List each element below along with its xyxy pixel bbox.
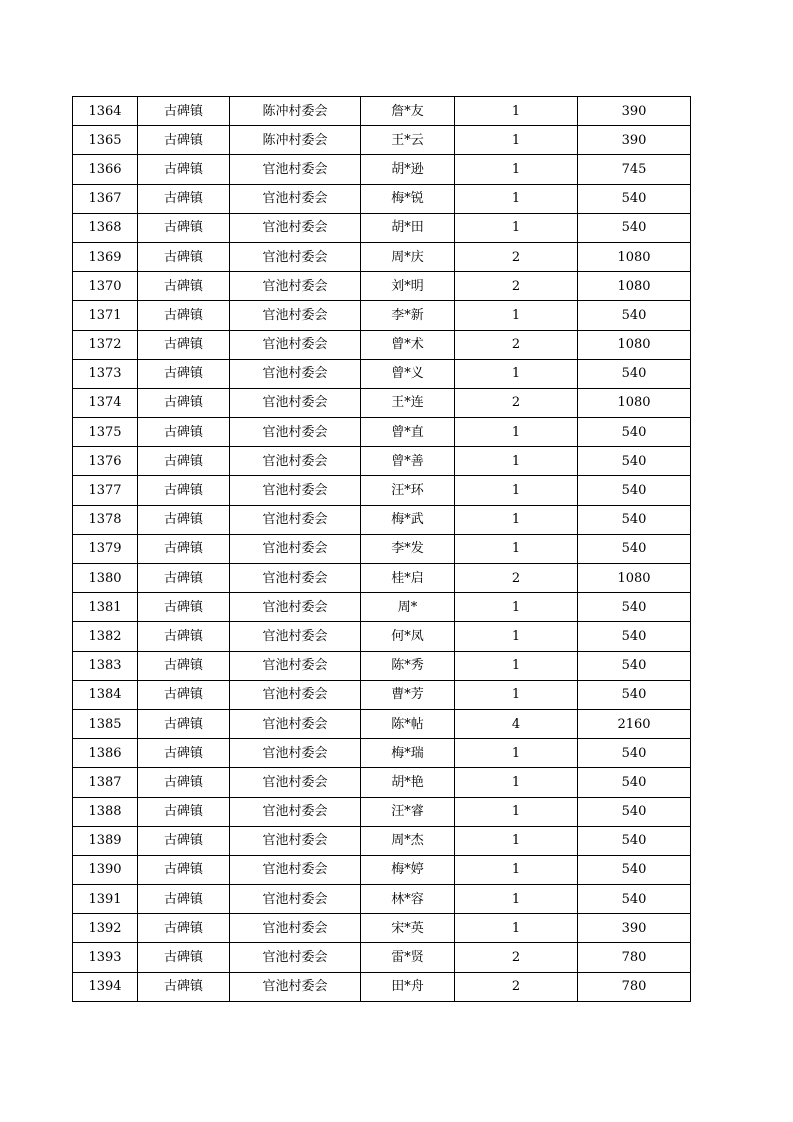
village-committee-cell: 官池村委会 [230,797,361,826]
row-number-cell: 1392 [73,914,138,943]
amount-cell: 540 [578,505,691,534]
village-committee-cell: 官池村委会 [230,680,361,709]
table-row [73,622,691,651]
town-cell: 古碑镇 [138,505,230,534]
table-body [73,97,691,1002]
amount-cell: 780 [578,943,691,972]
table-row [73,564,691,593]
row-number-cell: 1369 [73,242,138,271]
count-cell: 2 [455,272,578,301]
amount-cell: 540 [578,418,691,447]
count-cell: 2 [455,564,578,593]
table-row [73,972,691,1001]
name-cell: 梅*瑞 [361,739,455,768]
count-cell: 1 [455,534,578,563]
name-cell: 周*杰 [361,826,455,855]
village-committee-cell: 官池村委会 [230,330,361,359]
table-row [73,126,691,155]
name-cell: 雷*贤 [361,943,455,972]
count-cell: 1 [455,447,578,476]
count-cell: 2 [455,972,578,1001]
village-committee-cell: 官池村委会 [230,826,361,855]
name-cell: 汪*睿 [361,797,455,826]
row-number-cell: 1384 [73,680,138,709]
table-row [73,388,691,417]
town-cell: 古碑镇 [138,651,230,680]
table-row [73,593,691,622]
name-cell: 周* [361,593,455,622]
table-row [73,797,691,826]
amount-cell: 1080 [578,242,691,271]
amount-cell: 540 [578,534,691,563]
town-cell: 古碑镇 [138,914,230,943]
village-committee-cell: 官池村委会 [230,155,361,184]
table-row [73,330,691,359]
town-cell: 古碑镇 [138,534,230,563]
row-number-cell: 1391 [73,885,138,914]
village-committee-cell: 官池村委会 [230,213,361,242]
row-number-cell: 1366 [73,155,138,184]
town-cell: 古碑镇 [138,126,230,155]
amount-cell: 1080 [578,564,691,593]
village-committee-cell: 陈冲村委会 [230,126,361,155]
row-number-cell: 1374 [73,388,138,417]
town-cell: 古碑镇 [138,826,230,855]
table-row [73,301,691,330]
village-committee-cell: 官池村委会 [230,709,361,738]
name-cell: 梅*武 [361,505,455,534]
village-committee-cell: 官池村委会 [230,622,361,651]
name-cell: 梅*锐 [361,184,455,213]
amount-cell: 540 [578,855,691,884]
count-cell: 1 [455,213,578,242]
amount-cell: 540 [578,447,691,476]
count-cell: 1 [455,505,578,534]
village-committee-cell: 官池村委会 [230,914,361,943]
row-number-cell: 1389 [73,826,138,855]
row-number-cell: 1380 [73,564,138,593]
table-row [73,418,691,447]
name-cell: 汪*环 [361,476,455,505]
town-cell: 古碑镇 [138,97,230,126]
table-row [73,213,691,242]
name-cell: 李*新 [361,301,455,330]
village-committee-cell: 陈冲村委会 [230,97,361,126]
village-committee-cell: 官池村委会 [230,272,361,301]
amount-cell: 540 [578,359,691,388]
village-committee-cell: 官池村委会 [230,768,361,797]
count-cell: 1 [455,301,578,330]
count-cell: 2 [455,330,578,359]
name-cell: 曾*术 [361,330,455,359]
village-committee-cell: 官池村委会 [230,885,361,914]
row-number-cell: 1379 [73,534,138,563]
name-cell: 胡*田 [361,213,455,242]
amount-cell: 540 [578,826,691,855]
village-committee-cell: 官池村委会 [230,359,361,388]
row-number-cell: 1385 [73,709,138,738]
name-cell: 刘*明 [361,272,455,301]
count-cell: 1 [455,914,578,943]
amount-cell: 390 [578,914,691,943]
town-cell: 古碑镇 [138,359,230,388]
table-row [73,739,691,768]
row-number-cell: 1375 [73,418,138,447]
row-number-cell: 1365 [73,126,138,155]
name-cell: 曾*善 [361,447,455,476]
name-cell: 胡*艳 [361,768,455,797]
count-cell: 2 [455,242,578,271]
row-number-cell: 1376 [73,447,138,476]
name-cell: 王*云 [361,126,455,155]
table-row [73,885,691,914]
village-committee-cell: 官池村委会 [230,593,361,622]
table-row [73,709,691,738]
table-row [73,155,691,184]
table-row [73,680,691,709]
village-committee-cell: 官池村委会 [230,476,361,505]
village-committee-cell: 官池村委会 [230,943,361,972]
town-cell: 古碑镇 [138,885,230,914]
village-committee-cell: 官池村委会 [230,534,361,563]
amount-cell: 540 [578,651,691,680]
table-row [73,242,691,271]
village-committee-cell: 官池村委会 [230,651,361,680]
town-cell: 古碑镇 [138,330,230,359]
amount-cell: 390 [578,126,691,155]
table-row [73,826,691,855]
name-cell: 田*舟 [361,972,455,1001]
name-cell: 林*容 [361,885,455,914]
village-committee-cell: 官池村委会 [230,447,361,476]
row-number-cell: 1388 [73,797,138,826]
row-number-cell: 1372 [73,330,138,359]
amount-cell: 540 [578,301,691,330]
town-cell: 古碑镇 [138,447,230,476]
name-cell: 曹*芳 [361,680,455,709]
count-cell: 1 [455,184,578,213]
amount-cell: 540 [578,885,691,914]
row-number-cell: 1393 [73,943,138,972]
table-row [73,651,691,680]
table-row [73,943,691,972]
name-cell: 梅*婷 [361,855,455,884]
amount-cell: 540 [578,593,691,622]
town-cell: 古碑镇 [138,388,230,417]
name-cell: 曾*义 [361,359,455,388]
row-number-cell: 1386 [73,739,138,768]
town-cell: 古碑镇 [138,972,230,1001]
village-committee-cell: 官池村委会 [230,739,361,768]
name-cell: 王*连 [361,388,455,417]
name-cell: 胡*逊 [361,155,455,184]
table-row [73,447,691,476]
amount-cell: 1080 [578,388,691,417]
name-cell: 李*发 [361,534,455,563]
amount-cell: 540 [578,797,691,826]
amount-cell: 745 [578,155,691,184]
table-row [73,97,691,126]
count-cell: 4 [455,709,578,738]
count-cell: 1 [455,476,578,505]
table-row [73,476,691,505]
row-number-cell: 1377 [73,476,138,505]
amount-cell: 540 [578,768,691,797]
name-cell: 詹*友 [361,97,455,126]
town-cell: 古碑镇 [138,622,230,651]
village-committee-cell: 官池村委会 [230,972,361,1001]
amount-cell: 540 [578,184,691,213]
name-cell: 何*凤 [361,622,455,651]
town-cell: 古碑镇 [138,155,230,184]
row-number-cell: 1370 [73,272,138,301]
village-committee-cell: 官池村委会 [230,242,361,271]
row-number-cell: 1382 [73,622,138,651]
town-cell: 古碑镇 [138,272,230,301]
table-row [73,184,691,213]
count-cell: 1 [455,739,578,768]
name-cell: 周*庆 [361,242,455,271]
count-cell: 2 [455,388,578,417]
table-row [73,359,691,388]
row-number-cell: 1387 [73,768,138,797]
town-cell: 古碑镇 [138,768,230,797]
count-cell: 1 [455,126,578,155]
village-committee-cell: 官池村委会 [230,564,361,593]
amount-cell: 780 [578,972,691,1001]
name-cell: 陈*秀 [361,651,455,680]
town-cell: 古碑镇 [138,855,230,884]
table-row [73,914,691,943]
name-cell: 陈*帖 [361,709,455,738]
row-number-cell: 1371 [73,301,138,330]
amount-cell: 390 [578,97,691,126]
row-number-cell: 1368 [73,213,138,242]
town-cell: 古碑镇 [138,680,230,709]
count-cell: 1 [455,797,578,826]
amount-cell: 540 [578,739,691,768]
count-cell: 1 [455,885,578,914]
amount-cell: 540 [578,476,691,505]
row-number-cell: 1383 [73,651,138,680]
row-number-cell: 1381 [73,593,138,622]
town-cell: 古碑镇 [138,943,230,972]
town-cell: 古碑镇 [138,418,230,447]
count-cell: 1 [455,359,578,388]
count-cell: 1 [455,97,578,126]
village-committee-cell: 官池村委会 [230,418,361,447]
name-cell: 桂*启 [361,564,455,593]
row-number-cell: 1394 [73,972,138,1001]
count-cell: 1 [455,855,578,884]
row-number-cell: 1378 [73,505,138,534]
count-cell: 2 [455,943,578,972]
table-row [73,272,691,301]
town-cell: 古碑镇 [138,213,230,242]
amount-cell: 540 [578,213,691,242]
count-cell: 1 [455,680,578,709]
count-cell: 1 [455,651,578,680]
count-cell: 1 [455,826,578,855]
amount-cell: 540 [578,622,691,651]
town-cell: 古碑镇 [138,739,230,768]
village-committee-cell: 官池村委会 [230,855,361,884]
count-cell: 1 [455,418,578,447]
table-row [73,768,691,797]
amount-cell: 1080 [578,330,691,359]
row-number-cell: 1373 [73,359,138,388]
village-committee-cell: 官池村委会 [230,388,361,417]
name-cell: 宋*英 [361,914,455,943]
count-cell: 1 [455,155,578,184]
village-committee-cell: 官池村委会 [230,301,361,330]
town-cell: 古碑镇 [138,709,230,738]
name-cell: 曾*直 [361,418,455,447]
table-row [73,534,691,563]
amount-cell: 2160 [578,709,691,738]
count-cell: 1 [455,622,578,651]
town-cell: 古碑镇 [138,242,230,271]
town-cell: 古碑镇 [138,301,230,330]
town-cell: 古碑镇 [138,797,230,826]
village-committee-cell: 官池村委会 [230,184,361,213]
row-number-cell: 1390 [73,855,138,884]
row-number-cell: 1367 [73,184,138,213]
table-row [73,505,691,534]
village-committee-cell: 官池村委会 [230,505,361,534]
row-number-cell: 1364 [73,97,138,126]
count-cell: 1 [455,768,578,797]
amount-cell: 540 [578,680,691,709]
town-cell: 古碑镇 [138,593,230,622]
count-cell: 1 [455,593,578,622]
town-cell: 古碑镇 [138,476,230,505]
data-table [72,96,691,1002]
table-row [73,855,691,884]
amount-cell: 1080 [578,272,691,301]
town-cell: 古碑镇 [138,184,230,213]
town-cell: 古碑镇 [138,564,230,593]
